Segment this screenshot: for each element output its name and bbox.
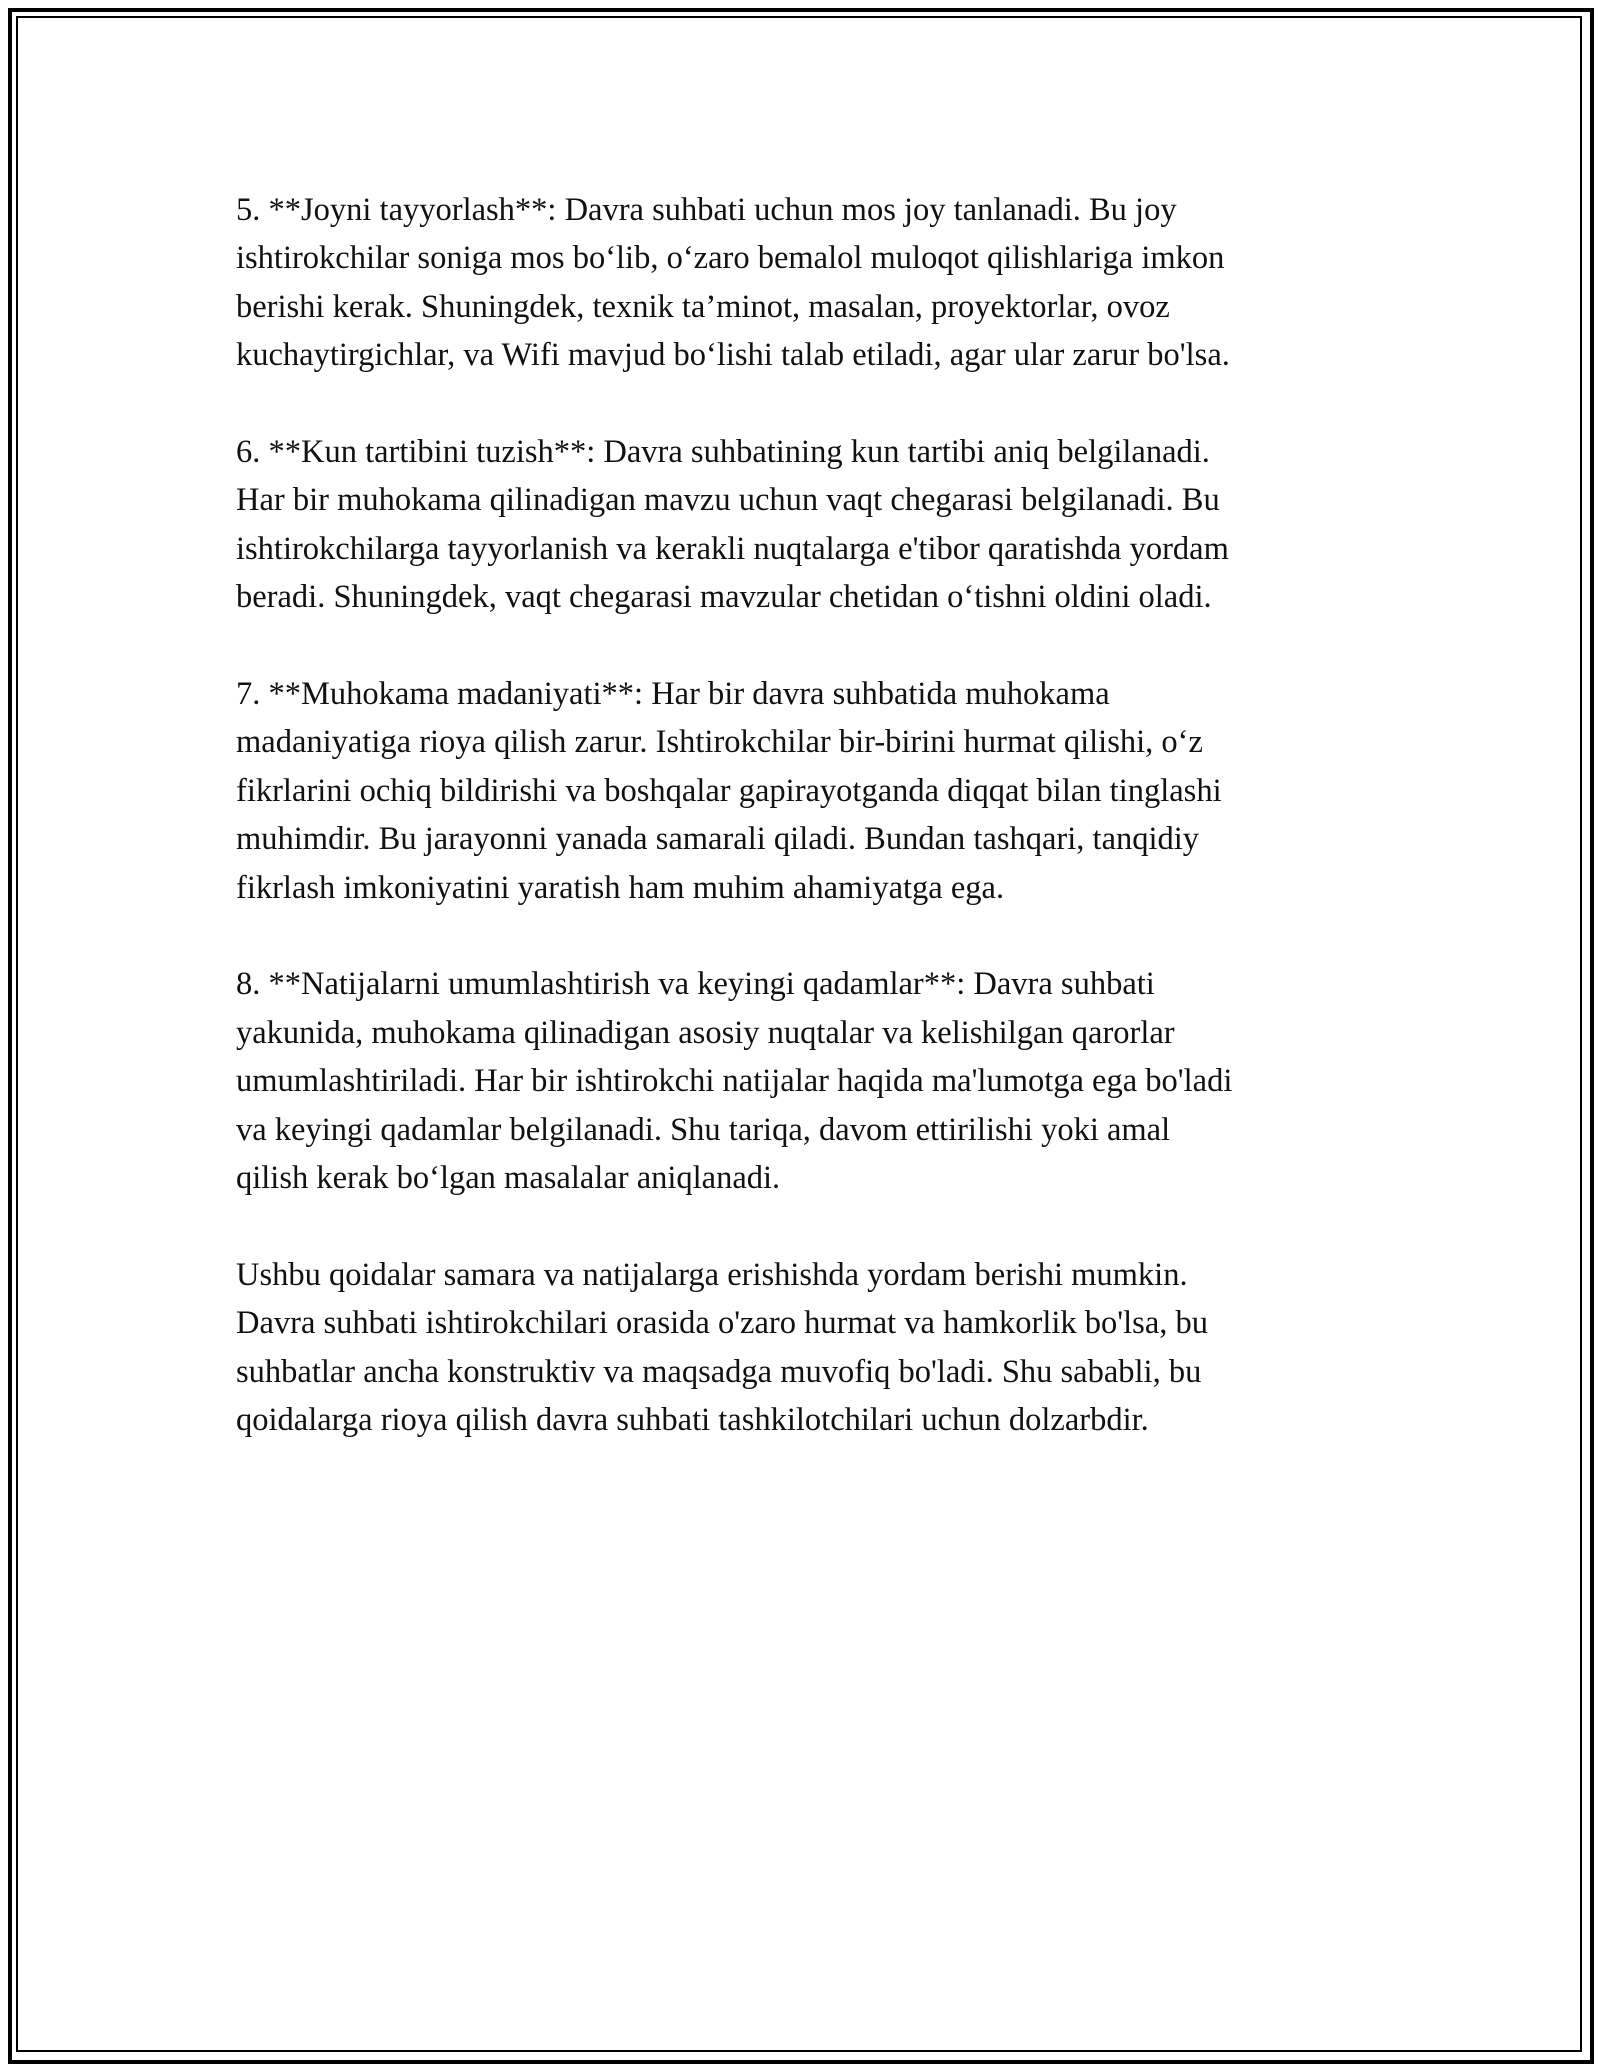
paragraph-conclusion: Ushbu qoidalar samara va natijalarga erishishda yordam berishi mumkin. Davra suhbati ishtirokchilari orasida o'zaro hurmat va hamkorlik bo'lsa, bu suhbatlar ancha konstruktiv va maqsadga muvofiq bo'ladi. Shu sababli, bu qoidalarga rioya qilish davra suhbati tashkilotchilari uchun dolzarbdir. (236, 1256, 1209, 1439)
document-body (236, 186, 1376, 1493)
paragraph-joyni-tayyorlash: 5. **Joyni tayyorlash**: Davra suhbati uchun mos joy tanlanadi. Bu joy ishtirokchilar soniga mos bo‘lib, o‘zaro bemalol muloqot qilishlariga imkon berishi kerak. Shuningdek, texnik ta’minot, masalan, proyektorlar, ovoz kuchaytirgichlar, va Wifi mavjud bo‘lishi talab etiladi, agar ular zarur bo'lsa. (236, 192, 1230, 374)
paragraph-kun-tartibini-tuzish: 6. **Kun tartibini tuzish**: Davra suhbatining kun tartibi aniq belgilanadi. Har bir muhokama qilinadigan mavzu uchun vaqt chegarasi belgilanadi. Bu ishtirokchilarga tayyorlanish va kerakli nuqtalarga e'tibor qaratishda yordam beradi. Shuningdek, vaqt chegarasi mavzular chetidan o‘tishni oldini oladi. (236, 434, 1229, 616)
paragraph-natijalarni-umumlashtirish: 8. **Natijalarni umumlashtirish va keyingi qadamlar**: Davra suhbati yakunida, muhokama qilinadigan asosiy nuqtalar va kelishilgan qarorlar umumlashtiriladi. Har bir ishtirokchi natijalar haqida ma'lumotga ega bo'ladi va keyingi qadamlar belgilanadi. Shu tariqa, davom ettirilishi yoki amal qilish kerak bo‘lgan masalalar aniqlanadi. (236, 966, 1233, 1197)
paragraph-muhokama-madaniyati: 7. **Muhokama madaniyati**: Har bir davra suhbatida muhokama madaniyatiga rioya qilish zarur. Ishtirokchilar bir-birini hurmat qilishi, o‘z fikrlarini ochiq bildirishi va boshqalar gapirayotganda diqqat bilan tinglashi muhimdir. Bu jarayonni yanada samarali qiladi. Bundan tashqari, tanqidiy fikrlash imkoniyatini yaratish ham muhim ahamiyatga ega. (236, 676, 1222, 906)
